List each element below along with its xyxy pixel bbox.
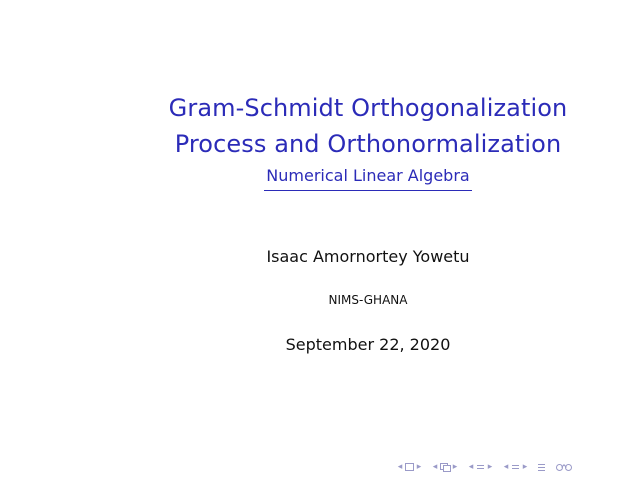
search-group [554, 462, 576, 472]
subsection-nav-icon[interactable] [440, 463, 450, 471]
frame-nav-icon[interactable] [405, 463, 414, 471]
beamer-navigation-bar [396, 460, 580, 474]
section-nav-group [467, 462, 494, 472]
title-block [80, 90, 638, 191]
slide-next-arrow[interactable]: ▸ [522, 462, 528, 472]
author-name: Isaac Amornortey Yowetu [266, 247, 470, 266]
section-next-arrow[interactable]: ▸ [487, 462, 493, 472]
frame-next-arrow[interactable]: ▸ [416, 462, 422, 472]
subsection-prev-arrow[interactable]: ◂ [432, 462, 438, 472]
search-icon[interactable] [554, 462, 576, 472]
frame-nav-group [396, 462, 423, 472]
frame-prev-arrow[interactable]: ◂ [397, 462, 403, 472]
title-line-1: Gram-Schmidt Orthogonalization [168, 94, 568, 122]
slide-prev-arrow[interactable]: ◂ [503, 462, 509, 472]
align-icon[interactable] [537, 462, 546, 472]
align-group [537, 462, 546, 472]
title-line-2: Process and Orthonormalization [174, 130, 562, 158]
subtitle: Numerical Linear Algebra [264, 166, 471, 191]
section-nav-icon[interactable] [476, 462, 485, 472]
slide-nav-icon[interactable] [511, 462, 520, 472]
institute-name: NIMS-GHANA [328, 293, 408, 307]
subsection-nav-group [431, 462, 459, 472]
subsection-next-arrow[interactable]: ▸ [452, 462, 458, 472]
slide-nav-group [502, 462, 529, 472]
presentation-date: September 22, 2020 [285, 335, 451, 354]
section-prev-arrow[interactable]: ◂ [468, 462, 474, 472]
